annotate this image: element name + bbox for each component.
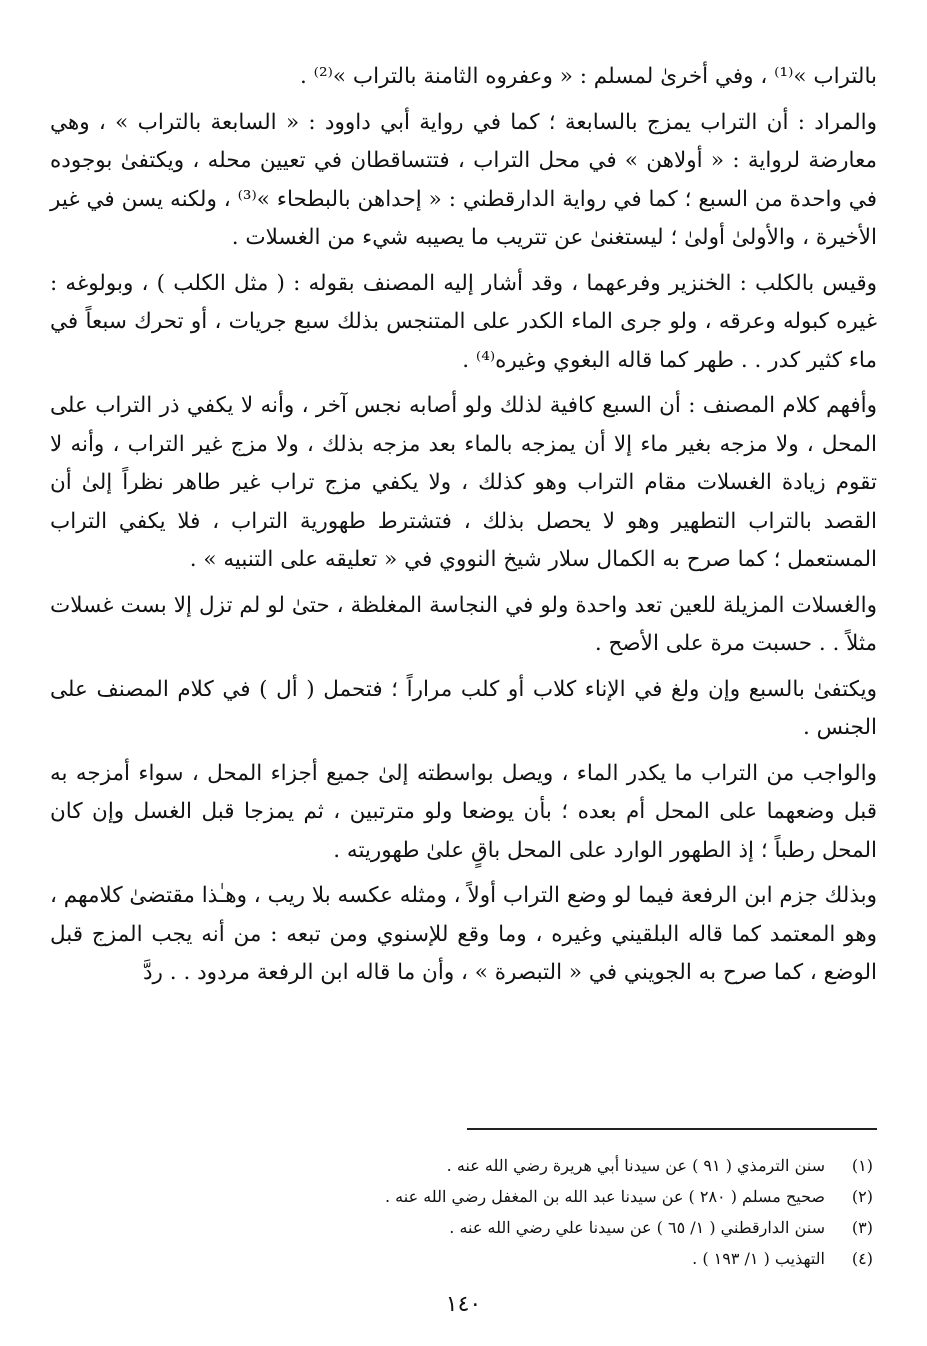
- footnote-text: سنن الدارقطني ( ١/ ٦٥ ) عن سيدنا علي رضي الله عنه .: [449, 1218, 825, 1237]
- footnote-item: [50, 1243, 877, 1274]
- footnote-text: التهذيب ( ١/ ١٩٣ ) .: [692, 1249, 825, 1268]
- footnote-item: [50, 1212, 877, 1243]
- paragraph: ويكتفىٰ بالسبع وإن ولغ في الإناء كلاب أو كلب مراراً ؛ فتحمل ( أل ) في كلام المصنف على الجنس .: [50, 676, 877, 740]
- paragraph: وأفهم كلام المصنف : أن السبع كافية لذلك ولو أصابه نجس آخر ، وأنه لا يكفي ذر التراب على المحل ، ولا مزجه بغير ماء إلا أن يمزجه بالماء بعد مزجه بذلك ، ولا مزج غير التراب ، وأنه لا تقوم زيادة الغسلات مقام التراب وهو كذلك ، ولا يكفي مزج تراب غير طاهر نظراً إلىٰ أن القصد بالتراب التطهير وهو لا يحصل بذلك ، فتشترط طهورية التراب ، فلا يكفي التراب المستعمل ؛ كما صرح به الكمال سلار شيخ النووي في « تعليقه على التنبيه » .: [50, 393, 877, 572]
- footnote-item: [50, 1181, 877, 1212]
- paragraph: وبذلك جزم ابن الرفعة فيما لو وضع التراب أولاً ، ومثله عكسه بلا ريب ، وهـٰذا مقتضىٰ كلامهم ، وهو المعتمد كما قاله البلقيني وغيره ، وما وقع للإسنوي ومن تبعه : من أنه يجب المزج قبل الوضع ، كما صرح به الجويني في « التبصرة » ، وأن ما قاله ابن الرفعة مردود . . ردَّ: [50, 883, 877, 985]
- footnote-item: [50, 1150, 877, 1181]
- footnote-number: (٣): [851, 1218, 873, 1237]
- paragraph: والمراد : أن التراب يمزج بالسابعة ؛ كما في رواية أبي داوود : « السابعة بالتراب » ، وهي معارضة لرواية : « أولاهن » في محل التراب ، فتتساقطان في تعيين محله ، ويكتفىٰ بوجوده في واحدة من السبع ؛ كما في رواية الدارقطني : « إحداهن بالبطحاء »⁽³⁾ ، ولكنه يسن في غير الأخيرة ، والأولىٰ أولىٰ ؛ ليستغنىٰ عن تتريب ما يصيبه شيء من الغسلات .: [50, 109, 877, 250]
- footnotes: [50, 1150, 877, 1274]
- footnote-text: صحيح مسلم ( ٢٨٠ ) عن سيدنا عبد الله بن المغفل رضي الله عنه .: [385, 1187, 825, 1206]
- paragraph: وقيس بالكلب : الخنزير وفرعهما ، وقد أشار إليه المصنف بقوله : ( مثل الكلب ) ، وبولوغه : غيره كبوله وعرقه ، ولو جرى الماء الكدر على المتنجس بذلك سبع جريات ، أو تحرك سبعاً في ماء كثير كدر . . طهر كما قاله البغوي وغيره⁽⁴⁾ .: [50, 270, 877, 373]
- footnote-number: (٤): [851, 1249, 873, 1268]
- paragraph: والواجب من التراب ما يكدر الماء ، ويصل بواسطته إلىٰ جميع أجزاء المحل ، سواء أمزجه به قبل وضعهما على المحل أم بعده ؛ بأن يوضعا ولو مترتبين ، ثم يمزجا قبل الغسل وإن كان المحل رطباً ؛ إذ الطهور الوارد على المحل باقٍ علىٰ طهوريته .: [50, 760, 877, 863]
- paragraph: بالتراب »⁽¹⁾ ، وفي أخرىٰ لمسلم : « وعفروه الثامنة بالتراب »⁽²⁾ .: [300, 64, 877, 89]
- footnote-number: (٢): [851, 1187, 873, 1206]
- page-number: ١٤٠: [445, 1292, 482, 1317]
- paragraph: والغسلات المزيلة للعين تعد واحدة ولو في النجاسة المغلظة ، حتىٰ لو لم تزل إلا بست غسلات مثلاً . . حسبت مرة على الأصح .: [50, 592, 877, 656]
- footnote-number: (١): [851, 1156, 873, 1175]
- footnote-divider: [467, 1128, 877, 1130]
- main-text: [50, 58, 877, 1000]
- footnote-text: سنن الترمذي ( ٩١ ) عن سيدنا أبي هريرة رضي الله عنه .: [446, 1156, 825, 1175]
